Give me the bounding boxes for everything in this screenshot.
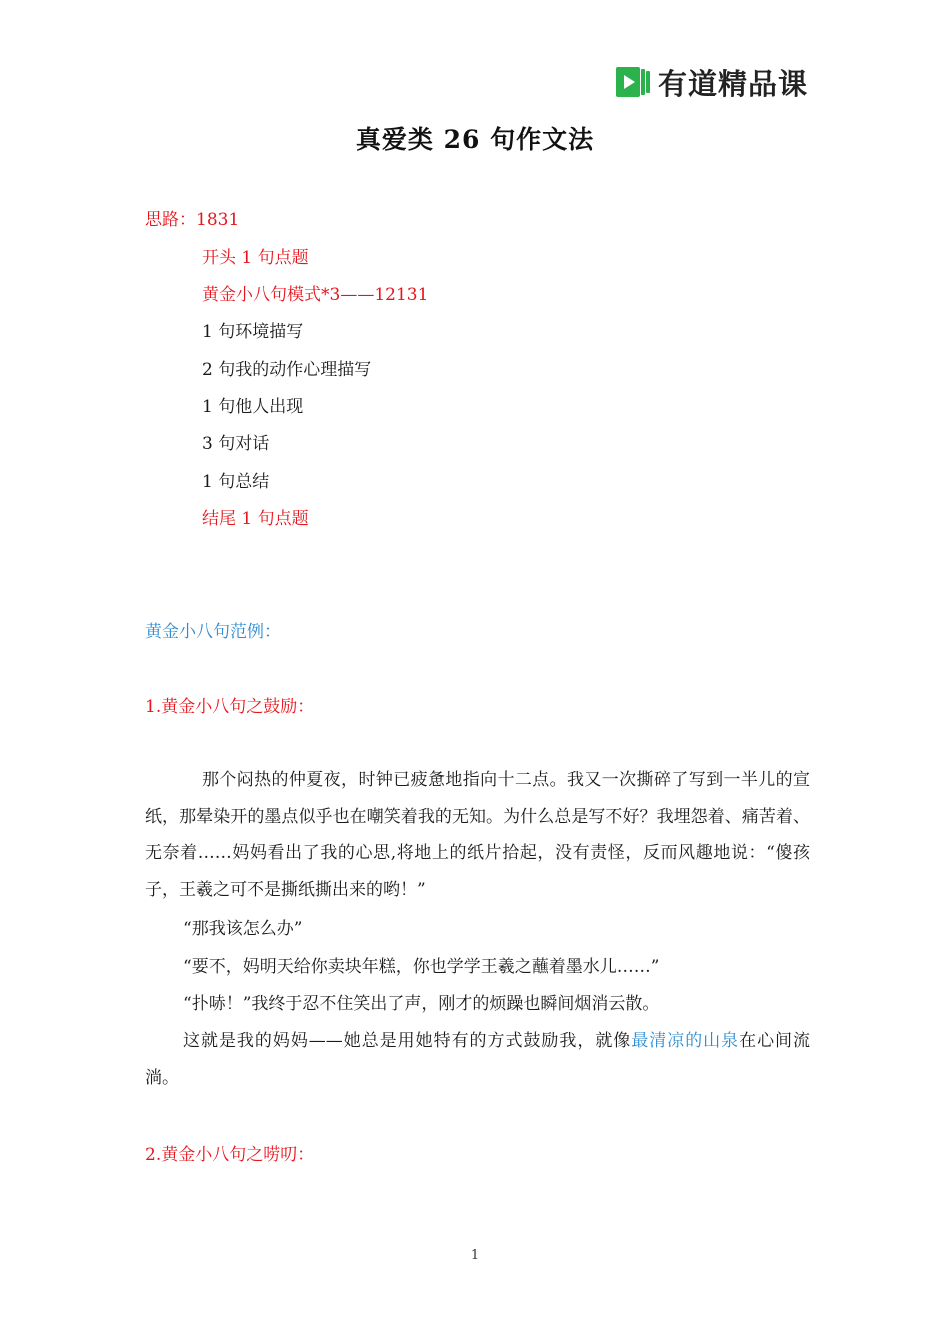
example-1-summary	[145, 1023, 810, 1096]
brand-logo	[614, 62, 808, 102]
example-1-heading: 1.黄金小八句之鼓励：	[145, 697, 315, 717]
example-2-heading: 2.黄金小八句之唠叨：	[145, 1145, 315, 1165]
outline-item: 3 句对话	[202, 434, 270, 454]
summary-highlight: 最清凉的山泉	[631, 1031, 740, 1051]
outline-heading: 思路：1831	[145, 210, 240, 230]
summary-text: 在心间流淌。	[145, 1031, 811, 1088]
outline-item: 黄金小八句模式*3——12131	[202, 285, 429, 305]
document-title: 真爱类 26 句作文法	[355, 125, 595, 154]
example-1-paragraph: 那个闷热的仲夏夜，时钟已疲惫地指向十二点。我又一次撕碎了写到一半儿的宣纸，那晕染开的墨点似乎也在嘲笑着我的无知。为什么总是写不好？我埋怨着、痛苦着、无奈着……妈妈看出了我的心思,将地上的纸片拾起，没有责怪，反而风趣地说：“傻孩子，王羲之可不是撕纸撕出来的哟！”	[145, 770, 810, 900]
summary-text: 这就是我的妈妈——她总是用她特有的方式鼓励我，就像	[183, 1031, 632, 1051]
example-1-dialogue: “扑哧！”我终于忍不住笑出了声，刚才的烦躁也瞬间烟消云散。	[183, 994, 660, 1014]
outline-item: 结尾 1 句点题	[202, 509, 309, 529]
outline-item: 1 句总结	[202, 472, 270, 492]
page-number: 1	[470, 1248, 480, 1263]
play-book-icon	[614, 63, 652, 101]
example-1-dialogue: “那我该怎么办”	[183, 919, 303, 939]
example-1-dialogue: “要不，妈明天给你卖块年糕，你也学学王羲之蘸着墨水儿……”	[183, 957, 660, 977]
examples-heading: 黄金小八句范例：	[145, 622, 281, 642]
outline-item: 开头 1 句点题	[202, 248, 309, 268]
brand-logo-text: 有道精品课	[658, 66, 809, 101]
outline-item: 1 句环境描写	[202, 322, 304, 342]
outline-item: 1 句他人出现	[202, 397, 304, 417]
outline-item: 2 句我的动作心理描写	[202, 360, 372, 380]
